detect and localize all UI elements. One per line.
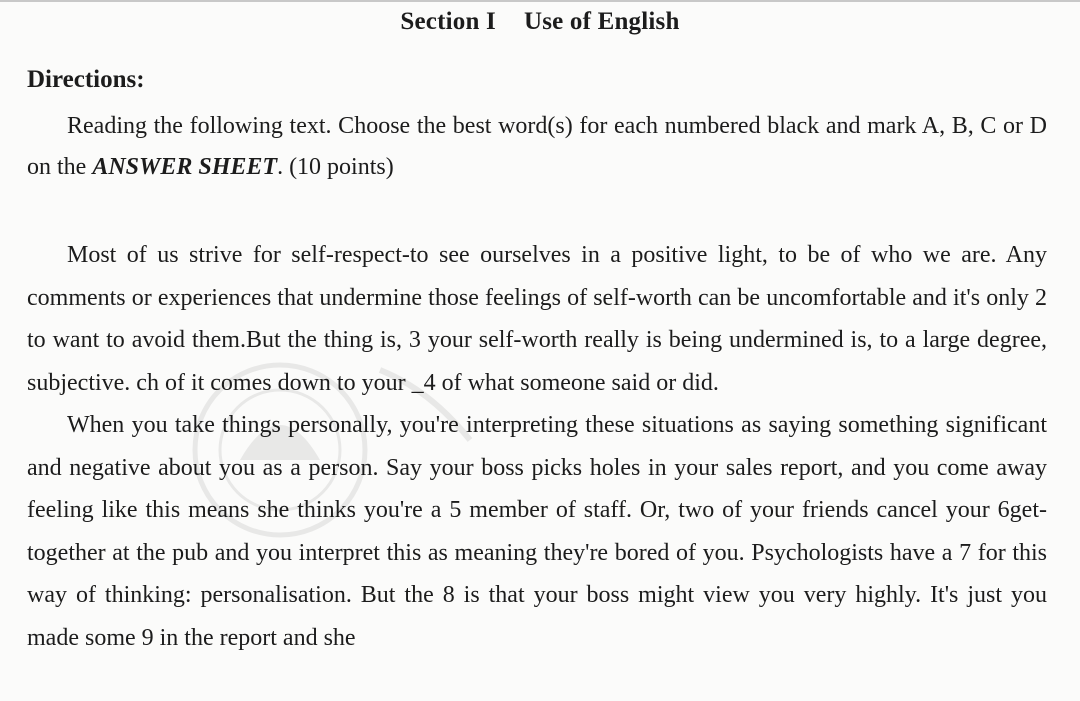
directions-label: Directions:: [27, 66, 145, 93]
passage-paragraph-2: When you take things personally, you're interpreting these situations as saying something significant and negative about you as a person. Say your boss picks holes in your sales report, and you come away feeling like this means she thinks you're a 5 member of staff. Or, two of your friends cancel your 6get-together at the pub and you interpret this as meaning they're bored of you. Psychologists have a 7 for this way of thinking: personalisation. But the 8 is that your boss might view you very highly. It's just you made some 9 in the report and she: [27, 412, 1047, 651]
directions-text: [27, 106, 1047, 188]
top-rule: [0, 0, 1080, 2]
directions-text-start: Reading the following text. Choose the best word(s) for each numbered black and mark A, B, C or D on the: [27, 113, 1047, 180]
section-title: [0, 8, 1080, 36]
reading-passage: [27, 234, 1047, 659]
passage-paragraph-1: Most of us strive for self-respect-to see ourselves in a positive light, to be of who we are. Any comments or experiences that undermine those feelings of self-worth can be uncomfortable and it's only 2 to want to avoid them.But the thing is, 3 your self-worth really is being undermined is, to a large degree, subjective. ch of it comes down to your _4 of what someone said or did.: [27, 242, 1047, 396]
directions-text-end: . (10 points): [277, 154, 394, 180]
section-label: Section I: [400, 8, 496, 35]
answer-sheet-emphasis: ANSWER SHEET: [92, 154, 278, 180]
section-name: Use of English: [523, 8, 680, 35]
